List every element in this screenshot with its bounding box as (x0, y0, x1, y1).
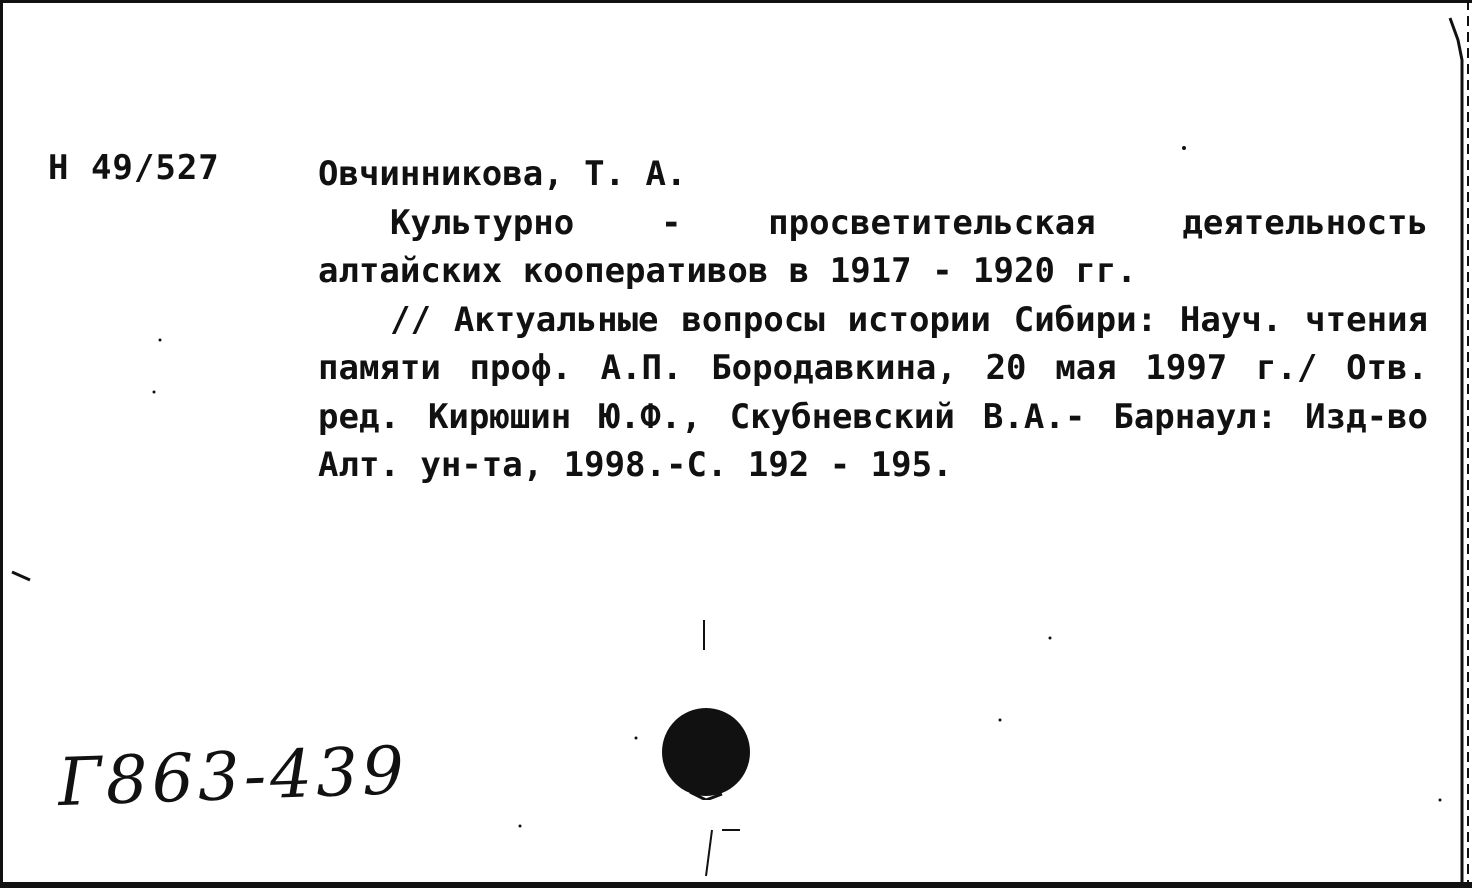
source-paragraph: // Актуальные вопросы истории Сибири: Науч. чтения памяти проф. А.П. Бородавкина, 20 мая 1997 г./ Отв. ред. Кирюшин Ю.Ф., Скубневский В.А.- Барнаул: Изд-во Алт. ун-та, 1998.-С. 192 - 195. (318, 299, 1428, 485)
shelf-mark: Н 49/527 (48, 148, 220, 188)
author-heading: Овчинникова, Т. А. (318, 154, 687, 194)
title-paragraph: Культурно - просветительская деятельность алтайских кооперативов в 1917 - 1920 гг. (318, 202, 1428, 291)
handwritten-call-number: Г863-439 (56, 731, 410, 822)
